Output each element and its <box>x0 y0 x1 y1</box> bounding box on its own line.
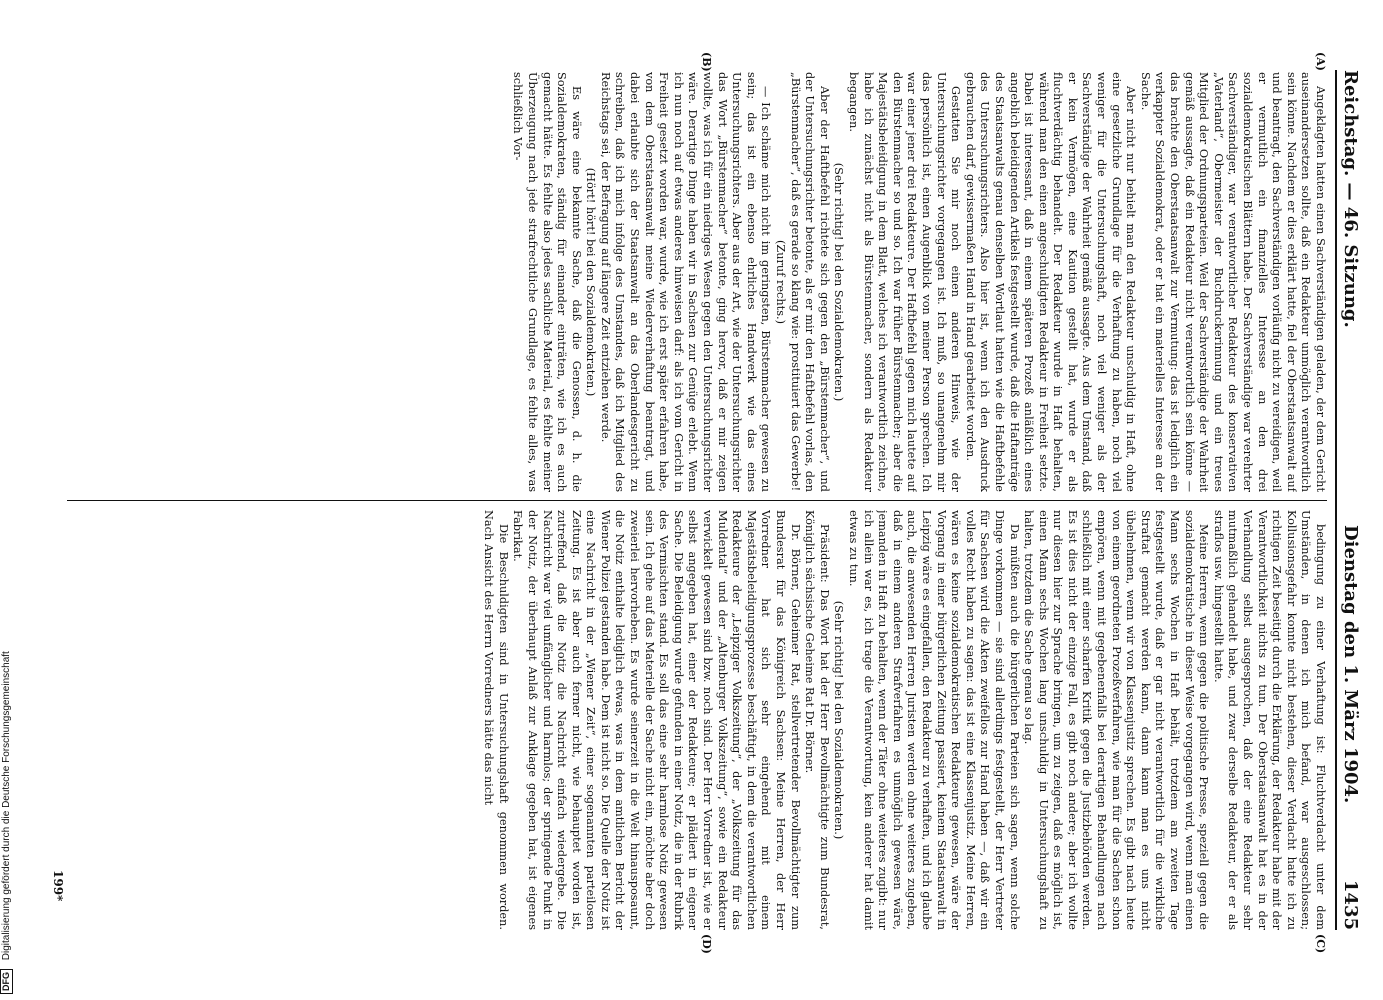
paragraph: Angeklagten hatten einen Sachverständigen geladen, der dem Gericht auseinandersetzen sollte, daß ein Redakteur unmöglich verantwortlich sein könne. Nachdem er dies erklärt hatte, fiel der Oberstaatsanwalt auf und beantragt, den Sachverständigen vorläufig nicht zu vereidigen, weil er vermutlich ein finanzielles Interesse an den drei sozialdemokratischen Blättern habe. Der Sachverständige war verehrter Sachverständiger, war verantwortlicher Redakteur des konservativen „Vaterland“, Obermeister der Buchdruckerinnung und ein treues Mitglied der Ordnungsparteien. Weil der Sachverständige der Wahrheit gemäß aussagte, daß ein Redakteur nicht verantwortlich sein könne — das brachte den Oberstaatsanwalt zur Vermutung: das ist lediglich ein verkappter Sozialdemokrat, oder er hat ein materielles Interesse an der Sache. <box>1138 72 1327 492</box>
page-number: 1435 <box>1340 879 1361 930</box>
column-left <box>67 72 1327 492</box>
head-rule <box>1335 70 1337 930</box>
paragraph: Es wäre eine bekannte Sache, daß die Genossen, d. h. die Sozialdemokraten, ständig für einander einträten, wie ich es auch gemacht hätte. Es fehlte also jedes sachliche Material, es fehlte meiner Überzeugung nach jede strafrechtliche Grundlage, es fehlte alles, was schließlich Vor- <box>511 72 583 492</box>
margin-mark-c: (C) <box>1314 934 1327 954</box>
sidebar-text: Digitalisierung gefördert durch die Deutsche Forschungsgemeinschaft <box>1 651 12 961</box>
paragraph: (Hört! hört! bei den Sozialdemokraten.) <box>584 167 598 397</box>
paragraph: Aber nicht nur behielt man den Redakteur unschuldig in Haft, ohne eine gesetzliche Grundlage für die Verhaftung zu haben, noch viel weniger für die Untersuchungshaft, noch viel weniger als der Sachverständige der Wahrheit gemäß aussagte. Aus dem Umstand, daß er kein Vermögen, eine Kaution gestellt hat, wurde er als fluchtverdächtig behandelt. Der Redakteur wurde in Haft behalten, während man den einen angeschuldigten Redakteur in Freiheit setzte. Dabei ist interessant, daß in einem späteren Prozeß anläßlich eines angeblich beleidigenden Artikels festgestellt wurde, daß die Haftanträge des Staatsanwalts genau denselben Wortlaut hatten wie die Haftbefehle des Untersuchungsrichters. Also hier ist, wenn ich den Ausdruck gebrauchen darf, gewissermaßen Hand in Hand gearbeitet worden. <box>963 72 1138 492</box>
paragraph: Meine Herren, wenn gegen die politische Presse, speziell gegen die sozialdemokratische in dieser Weise vorgegangen wird, wenn man einen Mann sechs Wochen in Haft behält, trotzdem am zweiten Tage festgestellt wurde, daß er gar nicht verantwortlich für die wirkliche Straftat gemacht werden kann, dann kann man es uns nicht übelnehmen, wenn wir von Klassenjustiz sprechen. Es gibt nach heute von einem geordneten Prozeßverfahren, wie man für die Sachen schon empören, wenn mit gegebenenfalls bei derartigen Behandlungen nach schließlich mit einer scharfen Kritik gegen die Justizbehörden werden. Es ist dies nicht der einzige Fall, es gibt noch andere; aber ich wollte nur diesen hier zur Sprache bringen, um zu zeigen, daß es möglich ist, einen Mann sechs Wochen lang unschuldig in Untersuchungshaft zu halten, trotzdem die Sache genau so lag. <box>1022 510 1211 930</box>
paragraph: Die Beschuldigten sind in Untersuchungshaft genommen worden. Nach Ansicht des Herrn Vorredners hätte das nicht <box>482 510 510 930</box>
column-right <box>67 510 1327 930</box>
paragraph: (Sehr richtig! bei den Sozialdemokraten.) <box>832 162 846 402</box>
digitization-sidebar <box>0 0 14 1000</box>
running-head <box>1335 70 1363 930</box>
paragraph: bedingung zu einer Verhaftung ist: Fluchtverdacht unter dem Umständen, in denen ich mich befand, war ausgeschlossen; Kollusionsgefahr konnte nicht bestehen, dieser Verdacht hatte ich zu richtigen Zeit beseitigt durch die Erklärung, der Redakteur habe mit der Verantwortlichkeit nichts zu tun. Der Oberstaatsanwalt hat es in der Verhandlung selbst ausgesprochen, daß der eine Redakteur sehr mutmaßlich gehandelt habe, und zwar derselbe Redakteur, der er als straflos usw. hingestellt hatte. <box>1211 510 1327 930</box>
running-head-right: Dienstag den 1. März 1904. <box>1340 525 1361 804</box>
margin-mark-a: (A) <box>1314 52 1327 71</box>
sheet-number: 199* <box>51 870 65 902</box>
dfg-logo: DFG <box>0 969 13 994</box>
sidebar-inner <box>0 0 14 1000</box>
paragraph: — Ich schäme mich nicht im geringsten, Bürstenmacher gewesen zu sein; das ist ein ebenso ehrliches Handwerk wie das eines Untersuchungsrichters. Aber aus der Art, wie der Untersuchungsrichter das Wort „Bürstenmacher“ betonte, ging hervor, daß er mir zeigen wollte, was ich für ein niedriges Wesen gegen den Untersuchungsrichter wäre. Derartige Dinge haben wir in Sachsen zur Genüge erlebt. Wenn ich nun noch auf etwas anderes hinweisen darf: als ich vom Gericht in Freiheit gesetzt worden war, wurde, wie ich erst später erfahren habe, von dem Oberstaatsanwalt meine Wiederverhaftung beantragt, und dabei erlaubte sich der Staatsanwalt an das Oberlandesgericht zu schreiben, daß ich mich infolge des Umstandes, daß ich Mitglied des Reichstags sei, der Befragung auf längere Zeit entziehen werde. <box>598 72 773 492</box>
margin-mark-d: (D) <box>700 934 713 954</box>
column-divider <box>67 500 1327 501</box>
margin-mark-b: (B) <box>700 52 713 72</box>
paragraph: Da müßten auch die bürgerlichen Parteien sich sagen, wenn solche Dinge vorkommen — sie sind allerdings festgestellt, der Herr Vertreter für Sachsen wird die Akten zweifellos zur Hand haben —, daß wir ein volles Recht haben zu sagen: das ist eine Klassenjustiz. Meine Herren, wären es keine sozialdemokratischen Redakteure gewesen, wäre der Vorgang in einer bürgerlichen Zeitung passiert, keinem Staatsanwalt in Leipzig wäre es eingefallen, den Redakteur zu verhaften, und ich glaube auch, die anwesenden Herren Juristen werden ohne weiteres zugeben, daß in einem anderen Strafverfahren es unmöglich gewesen wäre, jemanden in Haft zu behalten, wenn der Täter ohne weiteres zugibt: nur ich allein war es, ich trage die Verantwortung, kein anderer hat damit etwas zu tun. <box>847 510 1021 930</box>
paragraph: (Sehr richtig! bei den Sozialdemokraten.) <box>832 600 846 840</box>
paragraph: Präsident: Das Wort hat der Herr Bevollmächtigte zum Bundesrat, Königlich sächsische Geheime Rat Dr. Börner. <box>803 510 831 930</box>
paragraph: Aber der Haftbefehl richtete sich gegen den „Bürstenmacher“, und der Untersuchungsrichter betonte, als er mir den Haftbefehl vorlas, den „Bürstenmacher“, daß es gerade so klang wie: prostituiert das Gewerbe! <box>788 72 831 492</box>
paragraph: Gestatten Sie mir noch einen anderen Hinweis, wie der Untersuchungsrichter vorgegangen ist. Ich muß, so unangenehm mir das persönlich ist, einen Augenblick von meiner Person sprechen. Ich war einer jener drei Redakteure. Der Haftbefehl gegen mich lautete auf den Bürstenmacher so und so. Ich war früher Bürstenmacher; aber die Majestätsbeleidigung in dem Blatt, welches ich verantwortlich zeichne, habe ich zunächst nicht als Bürstenmacher, sondern als Redakteur begangen. <box>847 72 963 492</box>
running-head-left: Reichstag. — 46. Sitzung. <box>1340 70 1361 328</box>
paragraph: (Zuruf rechts.) <box>774 239 788 324</box>
paragraph: Dr. Börner, Geheimer Rat, stellvertretender Bevollmächtigter zum Bundesrat für das Königreich Sachsen: Meine Herren, der Herr Vorredner hat sich sehr eingehend mit einem Majestätsbeleidigungsprozesse beschäftigt, in dem die verantwortlichen Redakteure der „Leipziger Volkszeitung“, der „Volkszeitung für das Muldental“ und der „Altenburger Volkszeitung“, sowie ein Redakteur verwickelt gewesen sind bzw. noch sind. Der Herr Vorredner ist, wie er selbst angegeben hat, einer der Redakteure; er plädiert in eigener Sache. Die Beleidigung wurde gefunden in einer Notiz, die in der Rubrik des Vermischten stand. Es soll das eine sehr harmlose Notiz gewesen sein. Ich gehe auf das Materielle der Sache nicht ein, möchte aber doch zweierlei hervorheben. Es wurde seinerzeit in die Welt hinausposaunt, die Notiz enthalte lediglich etwas, was in dem amtlichen Bericht der Wiener Polizei gestanden habe. Dem ist nicht so. Die Quelle der Notiz ist eine Nachricht in der „Wiener Zeit“, einer sogenannten parteilosen Zeitung. Es ist aber auch ferner nicht, wie behauptet worden ist, zutreffend, daß die Notiz die Nachricht einfach wiedergebe. Die Nachricht war viel umfänglicher und harmlos; der springende Punkt in der Notiz, der überhaupt Anlaß zur Anklage gegeben hat, ist eigenes Fabrikat. <box>511 510 802 930</box>
